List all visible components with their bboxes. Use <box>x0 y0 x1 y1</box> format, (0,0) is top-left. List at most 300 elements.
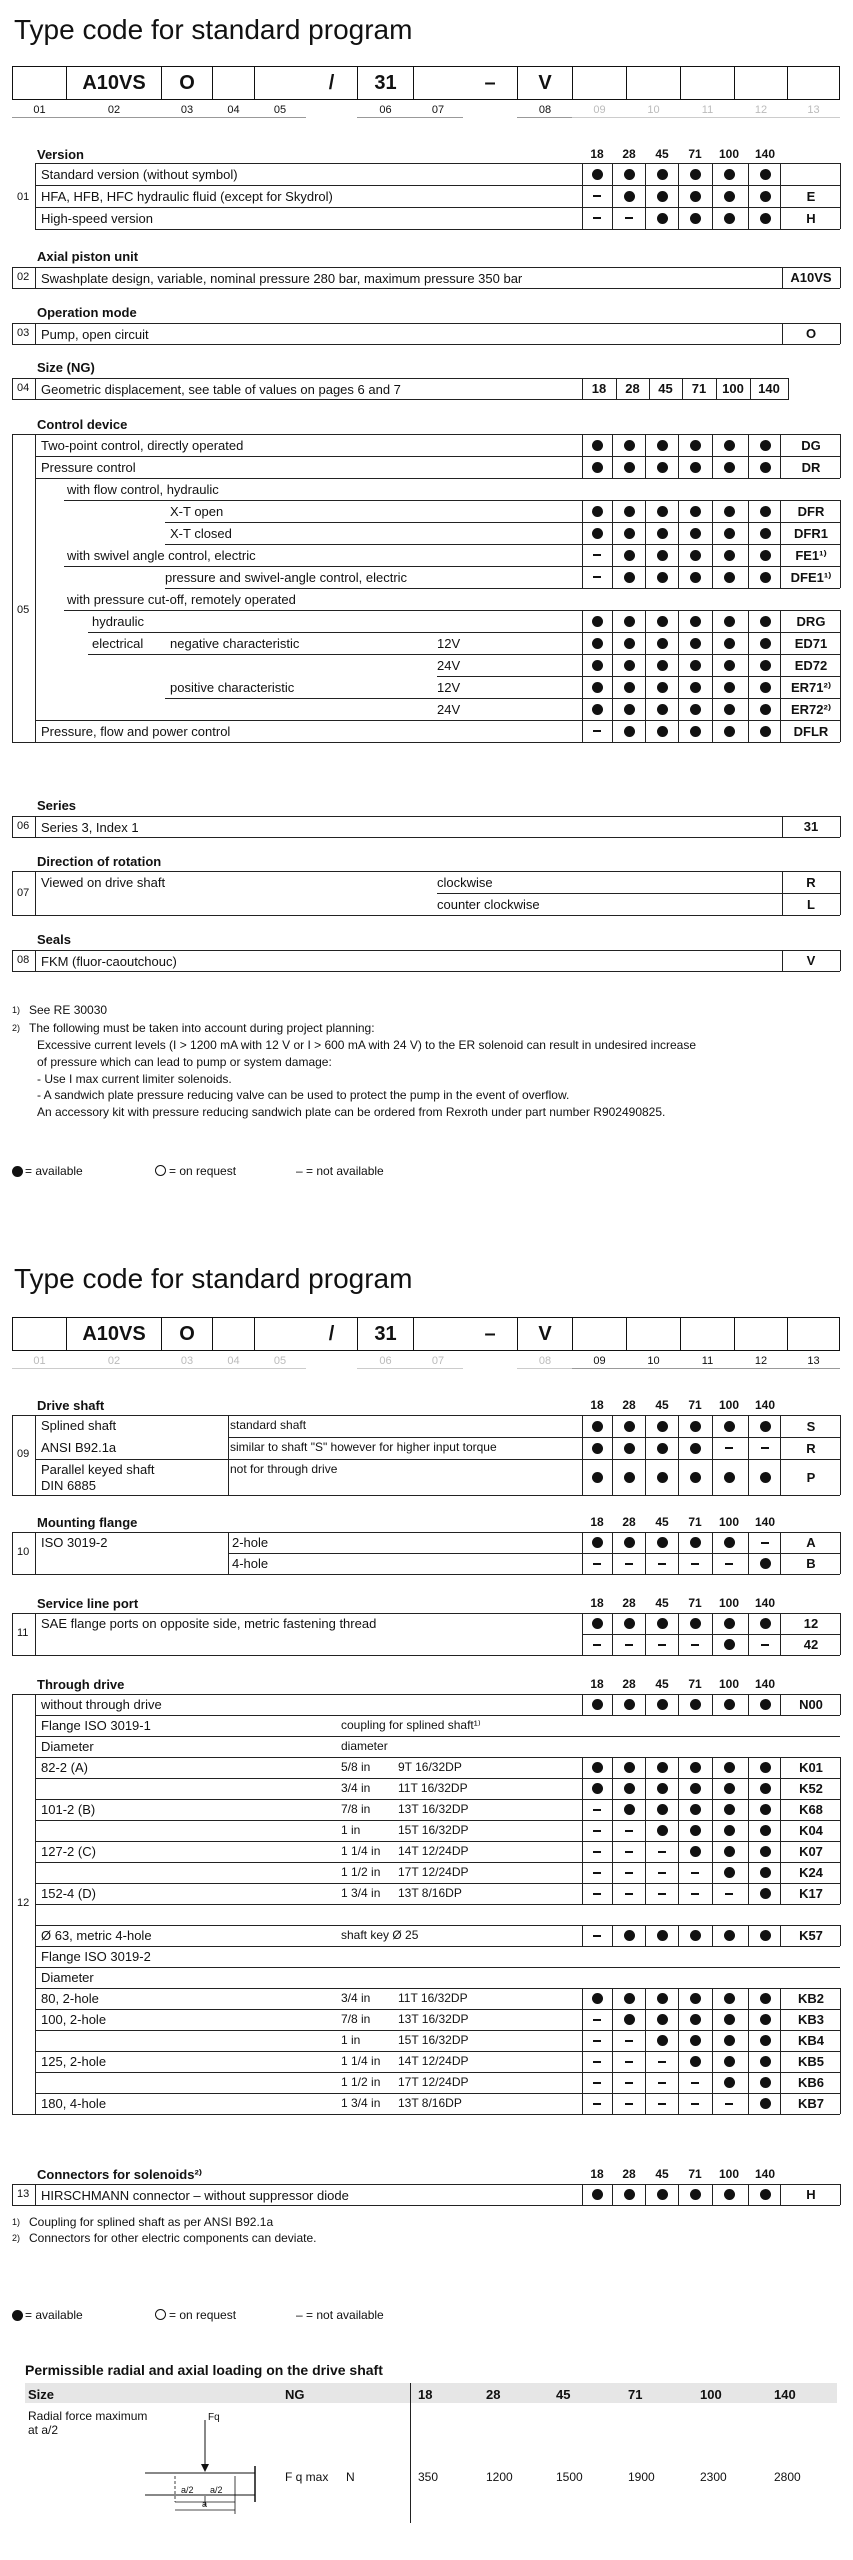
footnote-text: See RE 30030 <box>29 1003 108 1017</box>
footnote-text: Connectors for other electric components can deviate. <box>29 2231 317 2245</box>
through-drive-flange: Diameter <box>41 1739 94 1754</box>
grid-line <box>612 1988 613 2009</box>
code-value: DFR <box>797 503 825 519</box>
size-header: 28 <box>622 147 636 161</box>
position-number: 12 <box>734 102 788 118</box>
grid-line <box>678 566 679 588</box>
available-dot <box>690 1699 701 1710</box>
grid-line <box>748 434 749 456</box>
availability-cell <box>750 163 780 185</box>
grid-line <box>748 1841 749 1862</box>
size-header: 18 <box>590 2167 604 2181</box>
availability-cell <box>582 676 612 698</box>
available-dot <box>760 213 771 224</box>
availability-cell <box>714 1757 744 1778</box>
grid-line <box>780 1757 781 1778</box>
availability-cell <box>582 2051 612 2072</box>
available-dot <box>592 169 603 180</box>
available-dot <box>657 638 668 649</box>
rule <box>12 288 840 289</box>
grid-line <box>748 1799 749 1820</box>
available-dot <box>724 1783 735 1794</box>
grid-line <box>612 544 613 566</box>
footnote-number: 2) <box>12 2233 21 2243</box>
type-code-box: A10VS <box>66 1317 162 1351</box>
available-dot <box>657 528 668 539</box>
available-dot <box>760 528 771 539</box>
grid-line <box>582 500 583 522</box>
code-value: K17 <box>799 1886 823 1901</box>
grid-line <box>712 2030 713 2051</box>
availability-cell <box>750 500 780 522</box>
availability-cell <box>614 434 644 456</box>
grid-line <box>840 500 841 522</box>
available-dot <box>592 682 603 693</box>
available-dot <box>760 1888 771 1899</box>
availability-cell <box>647 1841 677 1862</box>
availability-cell <box>714 434 744 456</box>
availability-cell <box>714 2093 744 2114</box>
section-connectors: Connectors for solenoids²⁾ <box>37 2167 202 2182</box>
grid-line <box>712 1925 713 1946</box>
through-drive-coupling: 1 1/4 in <box>341 2054 381 2068</box>
size-header: 18 <box>590 1677 604 1691</box>
not-available-dash <box>691 1563 699 1565</box>
available-dot <box>724 440 735 451</box>
rule <box>12 323 13 344</box>
position-number: 07 <box>413 102 463 118</box>
availability-cell <box>614 2009 644 2030</box>
grid-line <box>712 163 713 185</box>
grid-line <box>612 1757 613 1778</box>
control-item: Two-point control, directly operated <box>41 438 244 453</box>
grid-line <box>712 2051 713 2072</box>
grid-line <box>678 676 679 698</box>
grid-line <box>645 2030 646 2051</box>
grid-line <box>612 566 613 588</box>
through-drive-spline: 15T 16/32DP <box>398 2033 469 2047</box>
grid-line <box>780 1883 781 1904</box>
availability-cell <box>680 2009 710 2030</box>
code-value: H <box>806 2187 816 2202</box>
availability-cell <box>614 544 644 566</box>
availability-cell <box>582 1988 612 2009</box>
position-number: 04 <box>212 102 255 118</box>
available-dot <box>592 2189 603 2200</box>
control-item: Pressure control <box>41 460 136 475</box>
grid-line <box>612 632 613 654</box>
not-available-dash <box>593 2040 601 2042</box>
available-dot <box>690 2056 701 2067</box>
dim-label: a/2 <box>181 2485 194 2495</box>
grid-line <box>840 654 841 676</box>
available-dot <box>760 1421 771 1432</box>
not-available-dash <box>658 1851 666 1853</box>
footnote-text: of pressure which can lead to pump or system damage: <box>37 1055 332 1069</box>
grid-line <box>582 1820 583 1841</box>
available-dot <box>690 462 701 473</box>
availability-cell <box>647 1553 677 1574</box>
code-value: K57 <box>799 1928 823 1943</box>
grid-line <box>612 2184 613 2205</box>
rule <box>12 434 13 742</box>
availability-cell <box>750 544 780 566</box>
availability-cell <box>680 654 710 676</box>
voltage: 24V <box>437 658 461 673</box>
grid-line <box>582 1883 583 1904</box>
available-dot <box>624 616 635 627</box>
not-available-dash <box>761 1447 769 1449</box>
grid-line <box>840 1841 841 1862</box>
grid-line <box>840 566 841 588</box>
available-dot <box>624 528 635 539</box>
availability-cell <box>582 2072 612 2093</box>
type-code-box <box>12 1317 67 1351</box>
available-dot <box>624 1472 635 1483</box>
not-available-dash <box>658 2082 666 2084</box>
size-header: 71 <box>688 1398 702 1412</box>
control-item: with pressure cut-off, remotely operated <box>67 592 296 607</box>
position-number: 01 <box>12 102 67 118</box>
grid-line <box>645 1841 646 1862</box>
grid-line <box>582 632 583 654</box>
available-dot <box>592 506 603 517</box>
availability-cell <box>582 185 612 207</box>
footnote-number: 1) <box>12 1005 21 1015</box>
available-dot <box>760 1618 771 1629</box>
available-dot <box>760 169 771 180</box>
grid-line <box>840 1553 841 1574</box>
position-number: 06 <box>357 102 414 118</box>
grid-line <box>780 1862 781 1883</box>
grid-line <box>780 185 781 207</box>
available-dot <box>760 682 771 693</box>
available-dot <box>760 1558 771 1569</box>
section-title: Axial piston unit <box>37 249 139 264</box>
grid-line <box>748 1415 749 1437</box>
availability-cell <box>582 566 612 588</box>
available-dot <box>724 660 735 671</box>
grid-line <box>678 698 679 720</box>
grid-line <box>678 610 679 632</box>
available-dot <box>624 440 635 451</box>
footnote-number: 2) <box>12 1023 21 1033</box>
availability-cell <box>614 1778 644 1799</box>
available-dot <box>724 1930 735 1941</box>
grid-line <box>780 1532 781 1553</box>
availability-cell <box>614 207 644 229</box>
position-number: 08 <box>517 102 573 118</box>
type-code-box: V <box>517 1317 573 1351</box>
rule <box>12 1613 36 1614</box>
rule <box>840 267 841 288</box>
availability-cell <box>750 2051 780 2072</box>
available-dot <box>724 506 735 517</box>
rule <box>840 816 841 837</box>
section-control: Control device <box>37 417 128 432</box>
position-number: 09 <box>572 102 627 118</box>
availability-cell <box>714 1613 744 1634</box>
rule <box>12 1532 36 1533</box>
grid-line <box>645 1925 646 1946</box>
availability-cell <box>680 185 710 207</box>
availability-cell <box>714 185 744 207</box>
not-available-dash <box>658 1563 666 1565</box>
size-value: 45 <box>658 381 673 396</box>
rule <box>228 1532 229 1553</box>
rule <box>35 1736 840 1737</box>
size-header: 28 <box>622 1515 636 1529</box>
availability-cell <box>582 500 612 522</box>
availability-cell <box>714 698 744 720</box>
through-drive-flange: 125, 2-hole <box>41 2054 107 2069</box>
voltage: 12V <box>437 636 461 651</box>
availability-cell <box>647 1988 677 2009</box>
grid-line <box>748 2030 749 2051</box>
grid-line <box>780 632 781 654</box>
grid-line <box>612 1613 613 1634</box>
available-dot <box>657 704 668 715</box>
grid-line <box>645 1799 646 1820</box>
loading-row-label: Radial force maximum <box>28 2409 148 2423</box>
not-available-dash <box>691 2082 699 2084</box>
through-drive-spline: 13T 16/32DP <box>398 1802 469 1816</box>
available-dot <box>760 440 771 451</box>
code-value: A10VS <box>790 270 832 285</box>
grid-line <box>645 544 646 566</box>
available-dot <box>724 1867 735 1878</box>
availability-cell <box>680 1437 710 1459</box>
grid-line <box>780 544 781 566</box>
availability-cell <box>750 1532 780 1553</box>
position-05: 05 <box>17 604 30 616</box>
grid-line <box>678 1988 679 2009</box>
grid-line <box>840 610 841 632</box>
legend-available: = available <box>25 2308 83 2322</box>
available-dot <box>690 506 701 517</box>
grid-line <box>748 2051 749 2072</box>
type-code-box <box>413 1317 463 1351</box>
position-number: 10 <box>17 1546 30 1558</box>
size-header: 18 <box>590 1515 604 1529</box>
not-available-dash <box>593 1851 601 1853</box>
section-title: Service line port <box>37 1596 139 1611</box>
available-dot <box>624 704 635 715</box>
grid-line <box>840 434 841 456</box>
footnote-text: - A sandwich plate pressure reducing valve can be used to protect the pump in the event of overflow. <box>37 1088 570 1102</box>
grid-line <box>840 1862 841 1883</box>
grid-line <box>678 1778 679 1799</box>
rule <box>12 1415 36 1416</box>
availability-cell <box>614 1532 644 1553</box>
code-value: ED72 <box>794 657 828 673</box>
size-header: 100 <box>718 1398 740 1412</box>
available-dot <box>690 1762 701 1773</box>
size-header: 18 <box>590 1596 604 1610</box>
size-header: 140 <box>754 1677 776 1691</box>
availability-cell <box>750 522 780 544</box>
through-drive-flange: without through drive <box>41 1697 162 1712</box>
position-number: 08 <box>17 954 30 966</box>
grid-line <box>712 456 713 478</box>
code-value: L <box>807 896 815 912</box>
available-dot <box>624 2189 635 2200</box>
code-value: KB5 <box>797 2054 824 2069</box>
available-dot <box>624 1537 635 1548</box>
grid-line <box>678 1459 679 1495</box>
rule <box>840 950 841 971</box>
availability-cell <box>647 163 677 185</box>
available-dot <box>657 726 668 737</box>
size-value: 140 <box>758 381 780 396</box>
code-value: 12 <box>803 1616 819 1631</box>
grid-line <box>582 1988 583 2009</box>
availability-cell <box>680 2184 710 2205</box>
rule <box>35 1967 840 1968</box>
drive-type-standard: DIN 6885 <box>41 1478 96 1493</box>
grid-line <box>748 1757 749 1778</box>
size-header: 71 <box>688 1677 702 1691</box>
code-value: KB2 <box>797 1991 824 2006</box>
type-code-box <box>212 66 255 100</box>
grid-line <box>612 2051 613 2072</box>
code-value: FE1¹⁾ <box>795 547 827 563</box>
through-drive-coupling: 1 1/2 in <box>341 2075 381 2089</box>
code-value: DG <box>801 437 821 453</box>
position-13: 13 <box>17 2188 30 2200</box>
available-dot <box>760 2077 771 2088</box>
grid-line <box>582 1415 583 1437</box>
available-dot <box>690 660 701 671</box>
availability-cell <box>647 676 677 698</box>
availability-cell <box>714 1820 744 1841</box>
grid-line <box>712 2093 713 2114</box>
availability-cell <box>614 2051 644 2072</box>
availability-cell <box>680 1415 710 1437</box>
grid-line <box>748 1883 749 1904</box>
availability-cell <box>680 1532 710 1553</box>
available-dot <box>724 2056 735 2067</box>
loading-value: 350 <box>418 2470 439 2484</box>
grid-line <box>780 2030 781 2051</box>
availability-cell <box>714 2009 744 2030</box>
grid-line <box>840 1634 841 1655</box>
availability-cell <box>582 1459 612 1495</box>
direction-text: Viewed on drive shaft <box>41 875 166 890</box>
rule <box>12 915 840 916</box>
grid-line <box>840 1613 841 1634</box>
grid-line <box>612 1634 613 1655</box>
available-dot <box>624 660 635 671</box>
available-dot <box>724 191 735 202</box>
grid-line <box>712 1820 713 1841</box>
available-dot <box>690 682 701 693</box>
through-drive-coupling: 5/8 in <box>341 1760 371 1774</box>
size-header: 100 <box>718 147 740 161</box>
code-value: S <box>806 1418 816 1434</box>
voltage: 12V <box>437 680 461 695</box>
availability-cell <box>647 1437 677 1459</box>
grid-line <box>712 698 713 720</box>
rule <box>12 1694 13 2114</box>
force-label: Fq <box>208 2412 220 2423</box>
available-dot <box>592 1699 603 1710</box>
grid-line <box>645 1820 646 1841</box>
code-value: A <box>806 1535 816 1550</box>
type-code-box <box>212 1317 255 1351</box>
availability-cell <box>680 1553 710 1574</box>
availability-cell <box>582 1841 612 1862</box>
availability-cell <box>582 1778 612 1799</box>
grid-line <box>582 456 583 478</box>
availability-cell <box>680 2051 710 2072</box>
availability-cell <box>647 1820 677 1841</box>
availability-cell <box>647 2184 677 2205</box>
grid-line <box>840 185 841 207</box>
grid-line <box>780 698 781 720</box>
position-number: 04 <box>212 1353 255 1369</box>
section-title: Operation mode <box>37 305 137 320</box>
availability-cell <box>750 654 780 676</box>
available-dot <box>760 1993 771 2004</box>
available-dot <box>690 726 701 737</box>
rule <box>12 871 840 872</box>
grid-line <box>780 456 781 478</box>
grid-line <box>678 500 679 522</box>
type-code-box <box>572 66 627 100</box>
grid-line <box>612 2030 613 2051</box>
grid-line <box>780 2009 781 2030</box>
type-code-box <box>680 1317 735 1351</box>
availability-cell <box>714 500 744 522</box>
loading-size-value: 45 <box>556 2387 571 2402</box>
grid-line <box>840 1820 841 1841</box>
grid-line <box>840 1459 841 1495</box>
available-dot <box>657 2189 668 2200</box>
availability-cell <box>750 1757 780 1778</box>
grid-line <box>612 163 613 185</box>
available-dot <box>657 2014 668 2025</box>
grid-line <box>840 1988 841 2009</box>
type-code-box: 31 <box>357 66 414 100</box>
available-dot <box>690 1783 701 1794</box>
grid-line <box>582 2009 583 2030</box>
available-dot <box>592 1783 603 1794</box>
grid-line <box>840 2072 841 2093</box>
availability-cell <box>680 163 710 185</box>
grid-line <box>748 632 749 654</box>
through-drive-flange: Flange ISO 3019-2 <box>41 1949 151 1964</box>
availability-cell <box>647 654 677 676</box>
type-code-box: A10VS <box>66 66 162 100</box>
code-value <box>782 163 840 185</box>
grid-line <box>678 1532 679 1553</box>
availability-cell <box>680 1694 710 1715</box>
available-dot <box>592 528 603 539</box>
not-available-dash <box>761 1542 769 1544</box>
availability-cell <box>647 1694 677 1715</box>
grid-line <box>748 1925 749 1946</box>
rule <box>12 971 840 972</box>
service-text: SAE flange ports on opposite side, metric fastening thread <box>41 1616 377 1631</box>
not-available-dash <box>593 1893 601 1895</box>
grid-line <box>712 2009 713 2030</box>
available-dot <box>592 1537 603 1548</box>
availability-cell <box>680 1799 710 1820</box>
available-dot <box>690 1804 701 1815</box>
available-dot <box>760 506 771 517</box>
available-dot <box>690 169 701 180</box>
